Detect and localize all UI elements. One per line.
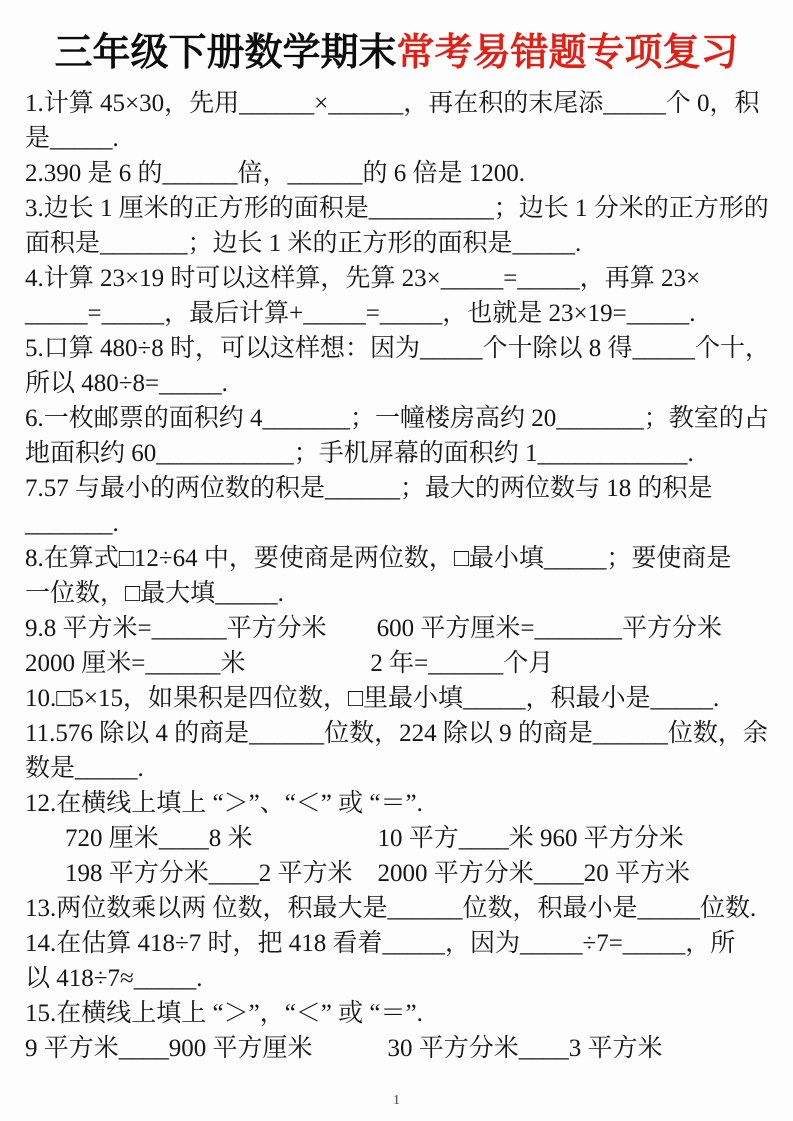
question-line: _______. [25, 510, 119, 537]
question-line: 一位数，□最大填_____. [25, 580, 284, 607]
question-line: 所以 480÷8=_____. [25, 370, 228, 397]
page-number: 1 [393, 1093, 400, 1108]
question-line: 1.计算 45×30，先用______×______，再在积的末尾添_____个 0，积 [25, 90, 760, 117]
question-line: 11.576 除以 4 的商是______位数，224 除以 9 的商是______位数，余 [25, 720, 768, 747]
question-line: 数是_____. [25, 755, 144, 782]
question-line: 是_____. [25, 125, 119, 152]
question-line: 6.一枚邮票的面积约 4_______；一幢楼房高约 20_______；教室的占 [25, 405, 769, 432]
question-line: 10.□5×15，如果积是四位数，□里最小填_____，积最小是_____. [25, 685, 720, 712]
question-line: 4.计算 23×19 时可以这样算，先算 23×_____=_____，再算 23× [25, 265, 701, 292]
question-line: 13.两位数乘以两 位数，积最大是______位数，积最小是_____位数. [25, 895, 757, 922]
question-line: 14.在估算 418÷7 时，把 418 看着_____，因为_____÷7=_____，所 [25, 930, 736, 957]
question-line: 2.390 是 6 的______倍，______的 6 倍是 1200. [25, 160, 526, 187]
question-line: 8.在算式□12÷64 中，要使商是两位数，□最小填_____；要使商是 [25, 545, 732, 572]
question-line: 5.口算 480÷8 时，可以这样想：因为_____个十除以 8 得_____个十， [25, 335, 770, 362]
page-title [10, 30, 783, 76]
question-line: 2000 厘米=______米 2 年=______个月 [25, 650, 554, 677]
question-line: 7.57 与最小的两位数的积是______；最大的两位数与 18 的积是 [25, 475, 713, 502]
question-line: 面积是_______；边长 1 米的正方形的面积是_____. [25, 230, 582, 257]
question-line: 9 平方米____900 平方厘米 30 平方分米____3 平方米 [25, 1035, 663, 1062]
question-line: 地面积约 60___________；手机屏幕的面积约 1____________. [25, 440, 694, 467]
question-line: 12.在横线上填上 “＞”、“＜” 或 “＝”. [25, 790, 423, 817]
question-line: _____=_____，最后计算+_____=_____，也就是 23×19=_____. [25, 300, 696, 327]
title-red-part: 常考易错题专项复习 [396, 32, 739, 74]
worksheet-body [0, 86, 793, 1066]
question-line: 198 平方分米____2 平方米 2000 平方分米____20 平方米 [65, 860, 691, 887]
question-line: 以 418÷7≈_____. [25, 965, 203, 992]
question-line: 3.边长 1 厘米的正方形的面积是__________；边长 1 分米的正方形的 [25, 195, 769, 222]
question-line: 15.在横线上填上 “＞”，“＜” 或 “＝”. [25, 1000, 423, 1027]
question-line: 720 厘米____8 米 10 平方____米 960 平方分米 [65, 825, 684, 852]
question-line: 9.8 平方米=______平方分米 600 平方厘米=_______平方分米 [25, 615, 722, 642]
title-black-part: 三年级下册数学期末 [54, 32, 397, 74]
